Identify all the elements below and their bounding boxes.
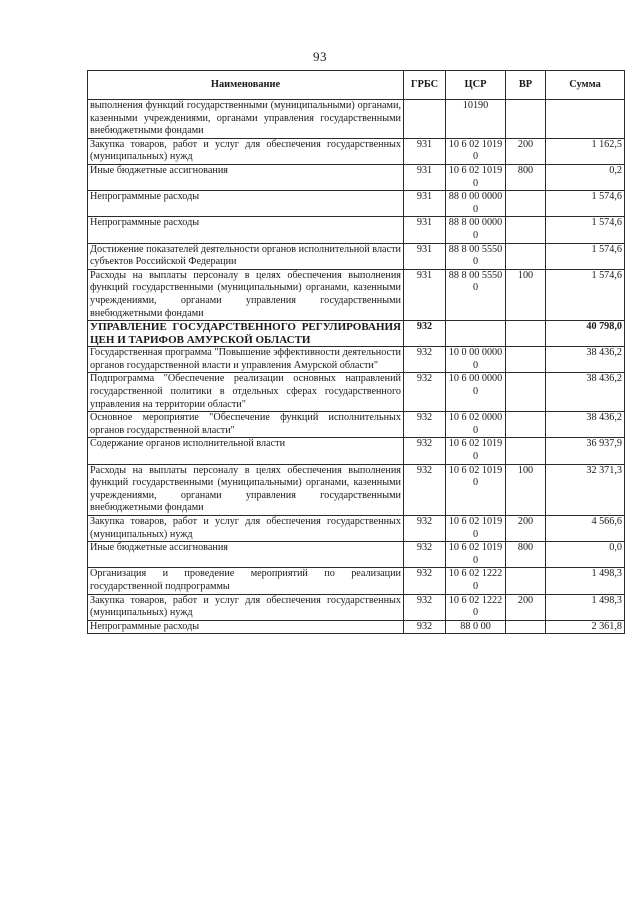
cell-csr: 10 6 02 10190 <box>446 464 506 515</box>
table-row <box>88 100 625 139</box>
cell-name: Содержание органов исполнительной власти <box>88 438 404 464</box>
cell-csr: 10 6 02 10190 <box>446 164 506 190</box>
table-row <box>88 321 625 347</box>
cell-sum: 36 937,9 <box>546 438 625 464</box>
table-row <box>88 347 625 373</box>
cell-sum: 1 498,3 <box>546 568 625 594</box>
cell-sum: 0,2 <box>546 164 625 190</box>
cell-sum: 38 436,2 <box>546 373 625 412</box>
cell-vr <box>506 321 546 347</box>
cell-vr <box>506 100 546 139</box>
page-number: 93 <box>313 49 327 64</box>
cell-vr: 100 <box>506 269 546 320</box>
cell-sum <box>546 100 625 139</box>
table-row <box>88 243 625 269</box>
cell-grbs: 932 <box>404 594 446 620</box>
cell-grbs: 932 <box>404 412 446 438</box>
cell-grbs: 932 <box>404 347 446 373</box>
cell-vr <box>506 373 546 412</box>
table-row <box>88 516 625 542</box>
table-row <box>88 412 625 438</box>
cell-sum: 1 162,5 <box>546 138 625 164</box>
cell-vr <box>506 438 546 464</box>
cell-grbs: 932 <box>404 516 446 542</box>
cell-name: Достижение показателей деятельности органов исполнительной власти субъектов Российской Федерации <box>88 243 404 269</box>
cell-vr: 800 <box>506 542 546 568</box>
cell-vr: 800 <box>506 164 546 190</box>
cell-vr <box>506 191 546 217</box>
table-row <box>88 594 625 620</box>
table-row <box>88 191 625 217</box>
cell-vr <box>506 568 546 594</box>
cell-csr: 88 0 00 <box>446 620 506 634</box>
cell-vr <box>506 347 546 373</box>
table-row <box>88 464 625 515</box>
table-row <box>88 138 625 164</box>
cell-grbs: 932 <box>404 542 446 568</box>
table-row <box>88 438 625 464</box>
cell-sum: 1 574,6 <box>546 243 625 269</box>
cell-grbs: 931 <box>404 269 446 320</box>
cell-csr: 10 6 02 00000 <box>446 412 506 438</box>
cell-vr <box>506 243 546 269</box>
cell-csr: 10 6 00 00000 <box>446 373 506 412</box>
cell-sum: 1 574,6 <box>546 217 625 243</box>
cell-csr: 10 6 02 12220 <box>446 568 506 594</box>
cell-name: Расходы на выплаты персоналу в целях обеспечения выполнения функций государственными (муниципальными) органами, казенными учреждениями, органами управления государственными внебюджетными фондами <box>88 269 404 320</box>
table-row <box>88 217 625 243</box>
cell-grbs: 932 <box>404 568 446 594</box>
cell-name: Основное мероприятие "Обеспечение функций исполнительных органов государственной власти" <box>88 412 404 438</box>
cell-name: Непрограммные расходы <box>88 191 404 217</box>
cell-grbs: 931 <box>404 164 446 190</box>
cell-grbs: 931 <box>404 191 446 217</box>
cell-grbs: 932 <box>404 464 446 515</box>
cell-name: выполнения функций государственными (муниципальными) органами, казенными учреждениями, органами управления государственными внебюджетными фондами <box>88 100 404 139</box>
cell-name: Подпрограмма "Обеспечение реализации основных направлений государственной политики в отдельных сферах государственного управления на территории области" <box>88 373 404 412</box>
cell-csr: 88 0 00 00000 <box>446 191 506 217</box>
cell-grbs: 932 <box>404 620 446 634</box>
cell-name: Непрограммные расходы <box>88 217 404 243</box>
cell-grbs: 931 <box>404 138 446 164</box>
cell-grbs <box>404 100 446 139</box>
cell-csr: 10 0 00 00000 <box>446 347 506 373</box>
cell-vr: 100 <box>506 464 546 515</box>
cell-name: Расходы на выплаты персоналу в целях обеспечения выполнения функций государственными (муниципальными) органами, казенными учреждениями, органами управления государственными внебюджетными фондами <box>88 464 404 515</box>
cell-vr <box>506 412 546 438</box>
cell-csr: 88 8 00 55500 <box>446 243 506 269</box>
header-vr: ВР <box>506 71 546 100</box>
cell-csr: 10 6 02 10190 <box>446 438 506 464</box>
cell-name: Непрограммные расходы <box>88 620 404 634</box>
table-row <box>88 269 625 320</box>
cell-sum: 40 798,0 <box>546 321 625 347</box>
cell-sum: 32 371,3 <box>546 464 625 515</box>
budget-table <box>87 70 625 634</box>
cell-sum: 38 436,2 <box>546 347 625 373</box>
cell-csr: 10190 <box>446 100 506 139</box>
cell-csr: 10 6 02 12220 <box>446 594 506 620</box>
table-row <box>88 568 625 594</box>
cell-csr: 88 8 00 55500 <box>446 269 506 320</box>
cell-vr: 200 <box>506 516 546 542</box>
table-row <box>88 373 625 412</box>
header-csr: ЦСР <box>446 71 506 100</box>
table-header-row <box>88 71 625 100</box>
cell-sum: 0,0 <box>546 542 625 568</box>
cell-vr <box>506 620 546 634</box>
cell-csr: 88 8 00 00000 <box>446 217 506 243</box>
cell-grbs: 932 <box>404 438 446 464</box>
cell-grbs: 931 <box>404 217 446 243</box>
cell-grbs: 932 <box>404 321 446 347</box>
cell-csr: 10 6 02 10190 <box>446 516 506 542</box>
cell-name: УПРАВЛЕНИЕ ГОСУДАРСТВЕННОГО РЕГУЛИРОВАНИЯ ЦЕН И ТАРИФОВ АМУРСКОЙ ОБЛАСТИ <box>88 321 404 347</box>
cell-name: Организация и проведение мероприятий по реализации государственной подпрограммы <box>88 568 404 594</box>
header-name: Наименование <box>88 71 404 100</box>
cell-sum: 1 498,3 <box>546 594 625 620</box>
cell-name: Закупка товаров, работ и услуг для обеспечения государственных (муниципальных) нужд <box>88 594 404 620</box>
header-grbs: ГРБС <box>404 71 446 100</box>
header-sum: Сумма <box>546 71 625 100</box>
table-row <box>88 620 625 634</box>
cell-sum: 38 436,2 <box>546 412 625 438</box>
cell-vr: 200 <box>506 138 546 164</box>
cell-name: Иные бюджетные ассигнования <box>88 542 404 568</box>
cell-grbs: 932 <box>404 373 446 412</box>
table-row <box>88 542 625 568</box>
cell-name: Закупка товаров, работ и услуг для обеспечения государственных (муниципальных) нужд <box>88 138 404 164</box>
cell-name: Закупка товаров, работ и услуг для обеспечения государственных (муниципальных) нужд <box>88 516 404 542</box>
cell-sum: 4 566,6 <box>546 516 625 542</box>
cell-name: Государственная программа "Повышение эффективности деятельности органов государственной власти и управления Амурской области" <box>88 347 404 373</box>
cell-sum: 1 574,6 <box>546 191 625 217</box>
cell-sum: 1 574,6 <box>546 269 625 320</box>
cell-sum: 2 361,8 <box>546 620 625 634</box>
cell-vr: 200 <box>506 594 546 620</box>
table-row <box>88 164 625 190</box>
cell-vr <box>506 217 546 243</box>
cell-grbs: 931 <box>404 243 446 269</box>
cell-csr: 10 6 02 10190 <box>446 138 506 164</box>
cell-name: Иные бюджетные ассигнования <box>88 164 404 190</box>
cell-csr: 10 6 02 10190 <box>446 542 506 568</box>
cell-csr <box>446 321 506 347</box>
